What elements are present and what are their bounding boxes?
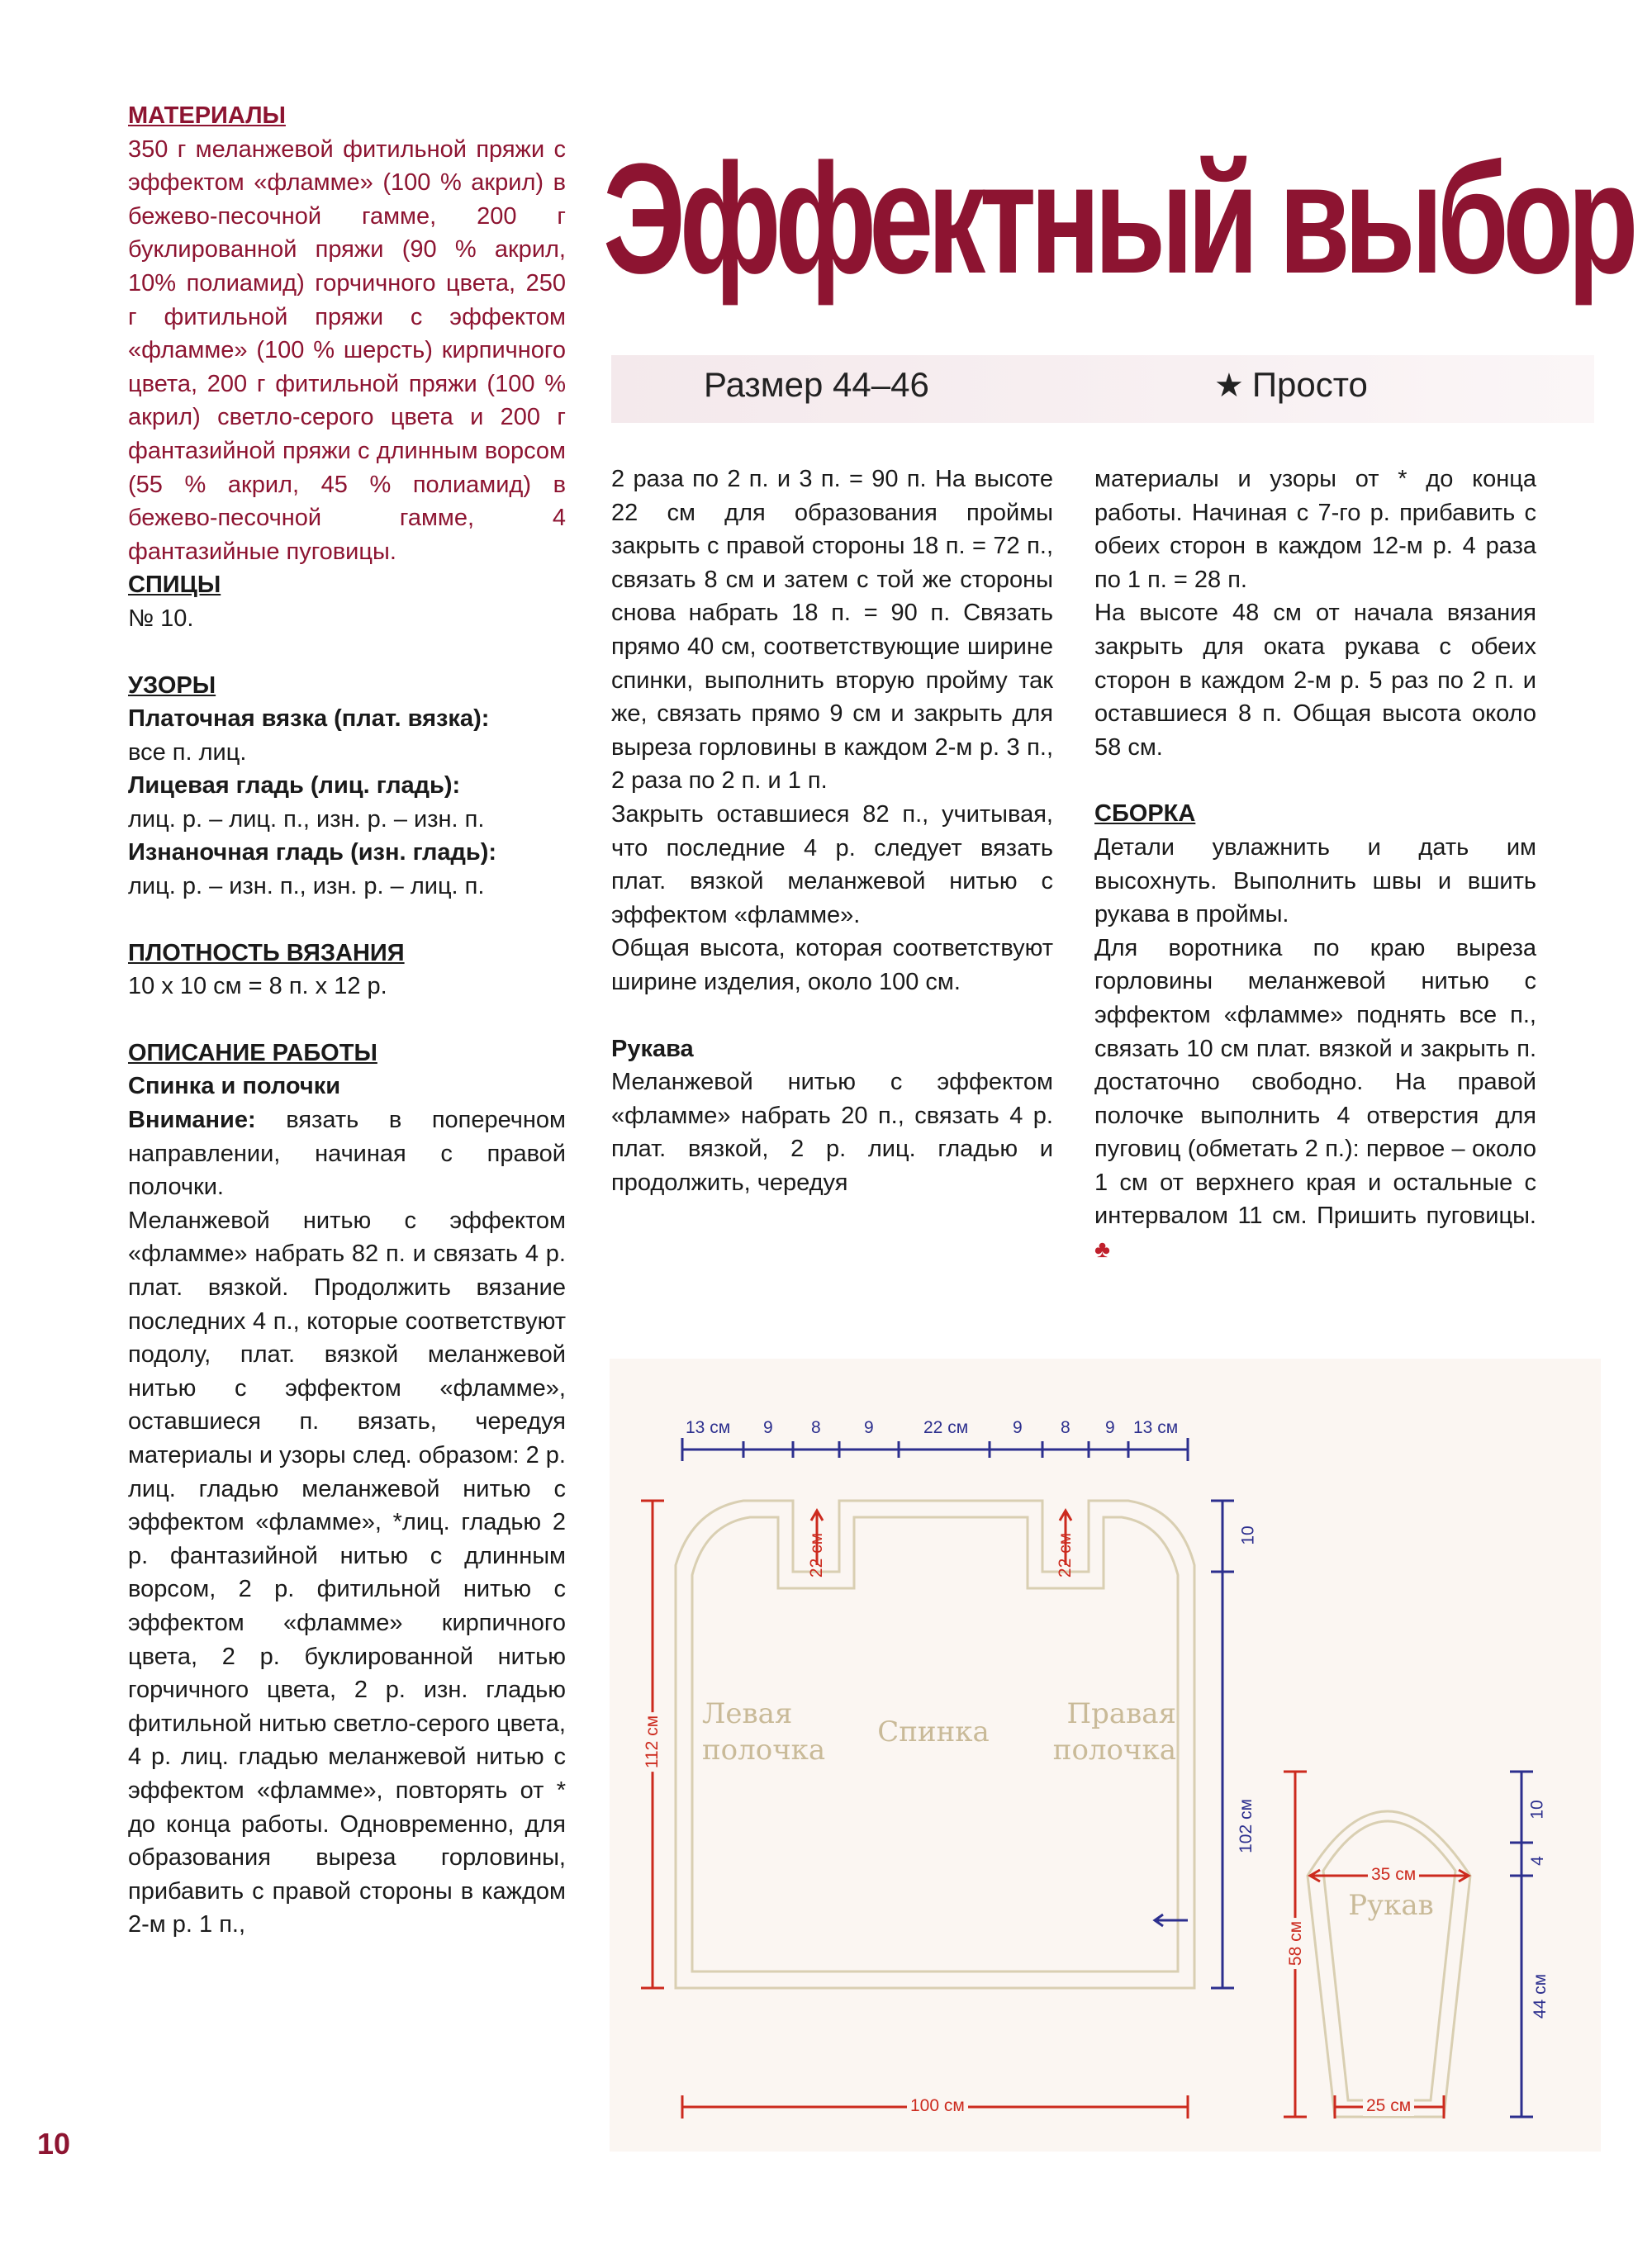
top-dim-7: 8 (1061, 1418, 1070, 1437)
marker-arrow (1155, 1915, 1188, 1926)
pattern-2-text: лиц. р. – лиц. п., изн. р. – изн. п. (128, 805, 485, 833)
info-band (611, 355, 1594, 423)
spacer (1094, 764, 1536, 797)
top-dim-3: 8 (811, 1418, 821, 1437)
col3-paragraph-2: На высоте 48 см от начала вязания закрыть для оката рукава с обеих сторон в каждом 2-м р. 5 раз по 2 п. и оставшиеся 8 п. Общая высота около 58 см. (1094, 600, 1536, 761)
left-front-label: Левая полочка (702, 1697, 826, 1767)
col3-paragraph-1: материалы и узоры от * до конца работы. Начиная с 7-го р. прибавить с обеих сторон в каждом 12-м р. 4 раза по 1 п. = 28 п. (1094, 466, 1536, 593)
pattern-3-name: Изнаночная гладь (изн. гладь): (128, 839, 497, 866)
spacer (128, 904, 566, 937)
right-front-label: Правая полочка (1052, 1697, 1176, 1767)
collar-height-label: 10 (1238, 1525, 1258, 1545)
pattern-diagram (610, 1359, 1601, 2152)
sleeve-text: Меланжевой нитью с эффектом «фламме» набрать 20 п., связать 4 р. плат. вязкой, 2 р. лиц. гладью и продолжить, чередуя (611, 1069, 1053, 1196)
page-number: 10 (37, 2127, 71, 2161)
body-height-label: 102 см (1236, 1799, 1256, 1853)
col2-paragraph-2: Закрыть оставшиеся 82 п., учитывая, что последние 4 р. следует вязать плат. вязкой меланжевой нитью с эффектом «фламме». (611, 800, 1053, 928)
top-dim-1: 13 см (686, 1418, 731, 1437)
height-total-label: 112 см (643, 1712, 662, 1772)
back-label: Спинка (877, 1715, 990, 1748)
sleeve-heading: Рукава (611, 1035, 694, 1062)
pattern-1-name: Платочная вязка (плат. вязка): (128, 705, 490, 733)
pattern-3-text: лиц. р. – изн. п., изн. р. – лиц. п. (128, 873, 485, 900)
sleeve-height-label: 58 см (1286, 1918, 1306, 1969)
right-dimension-line (1211, 1501, 1234, 1988)
sleeve-cap-b-label: 10 (1527, 1800, 1547, 1820)
sleeve-side-dimension (1510, 1772, 1533, 2117)
col3-paragraph-3: Детали увлажнить и дать им высохнуть. Выполнить швы и вшить рукава в проймы. (1094, 833, 1536, 928)
materials-text: 350 г меланжевой фитильной пряжи с эффектом «фламме» (100 % акрил) в бежево-песочной гамме, 200 г буклированной пряжи (90 % акрил, 10% полиамид) горчичного цвета, 250 г фитильной пряжи с эффектом «фламме» (100 % шерсть) кирпичного цвета, 200 г фитильной пряжи (100 % акрил) светло-серого цвета и 200 г фантазийной пряжи с длинным ворсом (55 % акрил, 45 % полиамид) в бежево-песочной гамме, 4 фантазийные пуговицы. (128, 135, 566, 565)
attention-label: Внимание: (128, 1107, 256, 1134)
needles-heading: СПИЦЫ (128, 572, 221, 599)
width-total-label: 100 см (907, 2096, 968, 2116)
density-text: 10 х 10 см = 8 п. х 12 р. (128, 973, 387, 1000)
top-dim-6: 9 (1013, 1418, 1023, 1437)
col3-paragraph-4-text: Для воротника по краю выреза горловины меланжевой нитью с эффектом «фламме» поднять все п., связать 10 см плат. вязкой и закрыть п. достаточно свободно. На правой полочке выполнить 4 отверстия для пуговиц (обметать 2 п.): первое – около 1 см от верхнего края и остальные с интервалом 11 см. Пришить пуговицы. (1094, 934, 1536, 1230)
spacer (128, 1004, 566, 1037)
density-heading: ПЛОТНОСТЬ ВЯЗАНИЯ (128, 939, 405, 966)
sleeve-lower-label: 44 см (1531, 1973, 1550, 2019)
col2-paragraph-3: Общая высота, которая соответствуют ширине изделия, около 100 см. (611, 935, 1053, 995)
neck-left-depth: 22 см (807, 1532, 827, 1578)
difficulty-label (1214, 365, 1368, 405)
sleeve-bottom-label: 25 см (1363, 2096, 1414, 2116)
top-dim-5: 22 см (923, 1418, 969, 1437)
pattern-1-text: все п. лиц. (128, 738, 247, 766)
attention-text: вязать в поперечном направлении, начиная с правой полочки. (128, 1107, 566, 1201)
needles-text: № 10. (128, 605, 194, 632)
column-1 (128, 99, 566, 1942)
spacer (128, 636, 566, 669)
body-text: Меланжевой нитью с эффектом «фламме» набрать 82 п. и связать 4 р. плат. вязкой. Продолжить вязание последних 4 п., которые соответствуют подолу, плат. вязкой меланжевой нитью с эффектом «фламме», оставшиеся п. вязать, чередуя материалы и узоры след. образом: 2 р. лиц. гладью меланжевой нитью с эффектом «фламме», *лиц. гладью 2 р. фантазийной нитью с длинным ворсом, 2 р. фитильной нитью с эффектом «фламме» кирпичного цвета, 2 р. буклированной нитью горчичного цвета, 2 р. изн. гладью фитильной нитью светло-серого цвета, 4 р. лиц. гладью меланжевой нитью с эффектом «фламме», повторять от * до конца работы. Одновременно, для образования выреза горловины, прибавить с правой стороны в каждом 2-м р. 1 п., (128, 1207, 566, 1938)
pattern-2-name: Лицевая гладь (лиц. гладь): (128, 772, 461, 799)
neck-arrows (811, 1511, 1071, 1565)
top-dim-4: 9 (864, 1418, 874, 1437)
size-label: Размер 44–46 (704, 365, 929, 404)
patterns-heading: УЗОРЫ (128, 671, 216, 699)
star-icon: ★ (1214, 368, 1244, 404)
back-heading: Спинка и полочки (128, 1073, 341, 1100)
attention-paragraph (128, 1103, 566, 1204)
top-dimension-line (682, 1438, 1188, 1461)
col2-paragraph-1: 2 раза по 2 п. и 3 п. = 90 п. На высоте 22 см для образования проймы закрыть с правой стороны 18 п. = 72 п., связать 8 см и затем с той же стороны снова набрать 18 п. = 90 п. Связать прямо 40 см, соответствующие ширине спинки, выполнить вторую пройму так же, связать прямо 9 см и закрыть для выреза горловины в каждом 2-м р. 3 п., 2 раза по 2 п. и 1 п. (611, 466, 1053, 795)
column-2 (611, 463, 1053, 1199)
top-dim-9: 13 см (1133, 1418, 1179, 1437)
sleeve-label: Рукав (1348, 1889, 1434, 1922)
description-heading: ОПИСАНИЕ РАБОТЫ (128, 1039, 377, 1066)
top-dim-8: 9 (1105, 1418, 1115, 1437)
page-title: Эффектный выбор (603, 131, 1633, 306)
col3-paragraph-4 (1094, 932, 1536, 1267)
difficulty-text: Просто (1251, 365, 1368, 404)
sleeve-width-label: 35 см (1368, 1865, 1419, 1885)
column-3 (1094, 463, 1536, 1267)
spacer (611, 999, 1053, 1032)
sleeve-cap-a-label: 4 (1527, 1856, 1547, 1866)
materials-heading: МАТЕРИАЛЫ (128, 102, 286, 129)
body-piece-outline (676, 1501, 1470, 2117)
top-dim-2: 9 (763, 1418, 773, 1437)
heart-icon: ♣ (1094, 1236, 1111, 1264)
assembly-heading: СБОРКА (1094, 800, 1196, 828)
neck-right-depth: 22 см (1056, 1532, 1075, 1578)
